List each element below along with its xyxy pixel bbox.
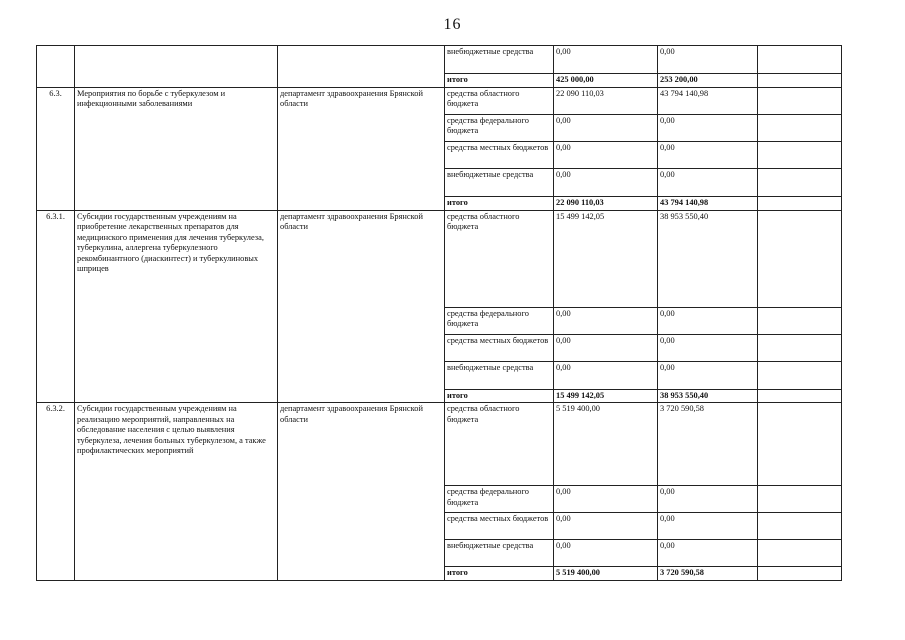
total-year-1: 425 000,00 (554, 74, 658, 88)
amount-year-1: 15 499 142,05 (554, 210, 658, 307)
funding-source: средства местных бюджетов (445, 513, 554, 540)
total-year-2: 253 200,00 (658, 74, 758, 88)
empty-cell (758, 486, 842, 513)
item-name: Мероприятия по борьбе с туберкулезом и инфекционными заболеваниями (75, 87, 278, 210)
item-number: 6.3.1. (37, 210, 75, 403)
total-year-1: 22 090 110,03 (554, 196, 658, 210)
amount-year-2: 0,00 (658, 540, 758, 567)
empty-cell (758, 46, 842, 74)
amount-year-2: 0,00 (658, 361, 758, 389)
amount-year-2: 0,00 (658, 334, 758, 361)
total-label: итого (445, 196, 554, 210)
empty-cell (758, 334, 842, 361)
total-label: итого (445, 567, 554, 581)
empty-cell (758, 513, 842, 540)
funding-source: средства областного бюджета (445, 403, 554, 486)
item-name-cell (75, 46, 278, 88)
amount-year-1: 0,00 (554, 46, 658, 74)
amount-year-1: 0,00 (554, 540, 658, 567)
item-number-cell (37, 46, 75, 88)
total-label: итого (445, 74, 554, 88)
amount-year-1: 0,00 (554, 513, 658, 540)
amount-year-2: 0,00 (658, 307, 758, 334)
empty-cell (758, 540, 842, 567)
item-executor-cell (278, 46, 445, 88)
funding-source: средства местных бюджетов (445, 141, 554, 168)
empty-cell (758, 141, 842, 168)
amount-year-2: 43 794 140,98 (658, 87, 758, 114)
amount-year-2: 0,00 (658, 141, 758, 168)
empty-cell (758, 114, 842, 141)
funding-source: средства федерального бюджета (445, 486, 554, 513)
amount-year-2: 0,00 (658, 486, 758, 513)
table-row (37, 210, 842, 307)
amount-year-1: 0,00 (554, 334, 658, 361)
funding-source: внебюджетные средства (445, 361, 554, 389)
amount-year-2: 0,00 (658, 168, 758, 196)
funding-source: средства областного бюджета (445, 87, 554, 114)
empty-cell (758, 74, 842, 88)
empty-cell (758, 307, 842, 334)
amount-year-1: 0,00 (554, 168, 658, 196)
empty-cell (758, 361, 842, 389)
item-name: Субсидии государственным учреждениям на приобретение лекарственных препаратов для медицинского применения для лечения туберкулеза, туберкулина, аллергена туберкулезного рекомбинантного (диаскинтест) и туберкулиновых шприцев (75, 210, 278, 403)
amount-year-1: 5 519 400,00 (554, 403, 658, 486)
total-year-2: 3 720 590,58 (658, 567, 758, 581)
amount-year-1: 0,00 (554, 361, 658, 389)
funding-table (36, 45, 842, 581)
item-number: 6.3. (37, 87, 75, 210)
funding-source: средства федерального бюджета (445, 114, 554, 141)
empty-cell (758, 87, 842, 114)
empty-cell (758, 168, 842, 196)
total-year-1: 15 499 142,05 (554, 389, 658, 403)
table-row (37, 46, 842, 74)
amount-year-2: 0,00 (658, 114, 758, 141)
total-year-1: 5 519 400,00 (554, 567, 658, 581)
amount-year-1: 0,00 (554, 114, 658, 141)
funding-source: внебюджетные средства (445, 46, 554, 74)
item-executor: департамент здравоохранения Брянской области (278, 87, 445, 210)
amount-year-1: 0,00 (554, 486, 658, 513)
amount-year-2: 0,00 (658, 46, 758, 74)
item-number: 6.3.2. (37, 403, 75, 581)
amount-year-2: 38 953 550,40 (658, 210, 758, 307)
empty-cell (758, 403, 842, 486)
total-year-2: 43 794 140,98 (658, 196, 758, 210)
page-number: 16 (443, 16, 462, 33)
empty-cell (758, 567, 842, 581)
item-executor: департамент здравоохранения Брянской области (278, 403, 445, 581)
empty-cell (758, 389, 842, 403)
empty-cell (758, 196, 842, 210)
table-row (37, 403, 842, 486)
total-label: итого (445, 389, 554, 403)
table-row (37, 87, 842, 114)
amount-year-1: 0,00 (554, 307, 658, 334)
item-executor: департамент здравоохранения Брянской области (278, 210, 445, 403)
item-name: Субсидии государственным учреждениям на реализацию мероприятий, направленных на обследование населения с целью выявления туберкулеза, лечения больных туберкулезом, а также профилактических мероприятий (75, 403, 278, 581)
empty-cell (758, 210, 842, 307)
amount-year-2: 3 720 590,58 (658, 403, 758, 486)
amount-year-1: 0,00 (554, 141, 658, 168)
funding-source: средства федерального бюджета (445, 307, 554, 334)
funding-source: внебюджетные средства (445, 168, 554, 196)
amount-year-1: 22 090 110,03 (554, 87, 658, 114)
total-year-2: 38 953 550,40 (658, 389, 758, 403)
funding-source: внебюджетные средства (445, 540, 554, 567)
amount-year-2: 0,00 (658, 513, 758, 540)
funding-source: средства областного бюджета (445, 210, 554, 307)
funding-source: средства местных бюджетов (445, 334, 554, 361)
